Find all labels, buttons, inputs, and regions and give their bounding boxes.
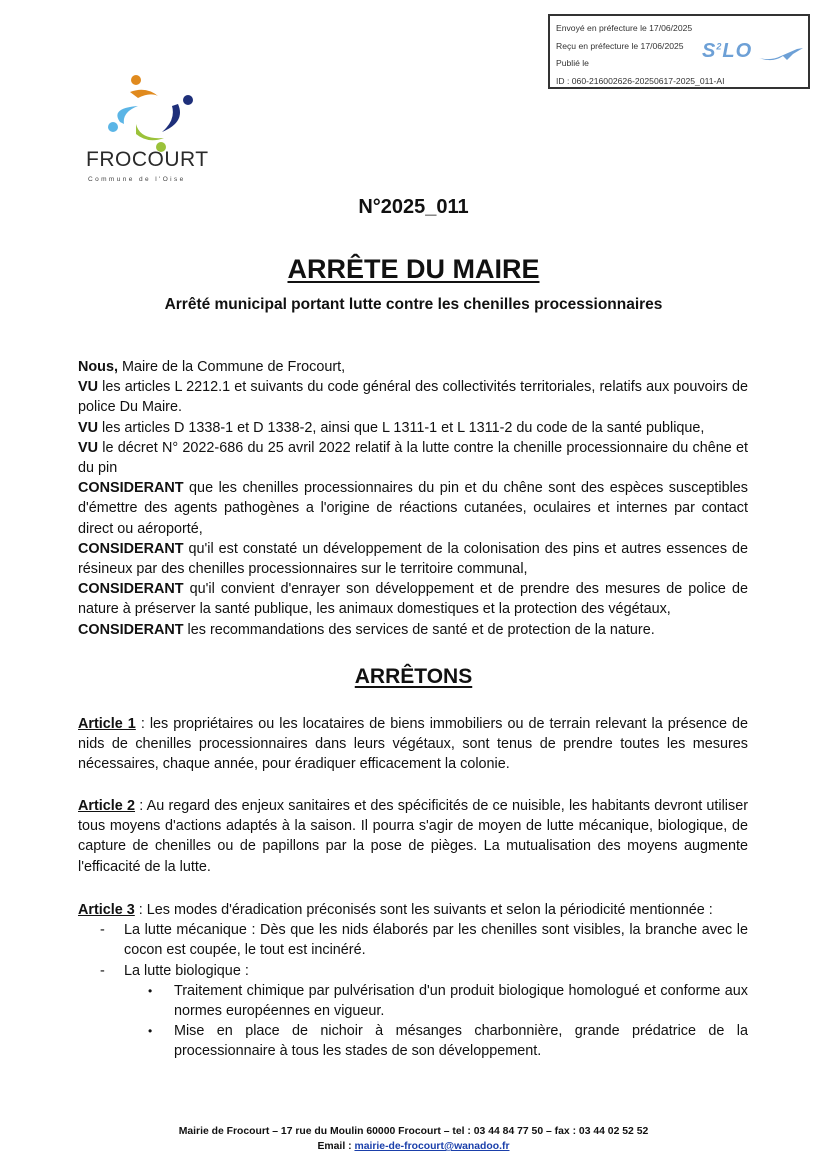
preamble-text: les articles L 2212.1 et suivants du code général des collectivités territoriales, relatifs aux pouvoirs de police Du Maire. xyxy=(78,379,748,416)
s2low-logo xyxy=(702,40,752,63)
preamble-line xyxy=(78,478,748,539)
document-number: N°2025_011 xyxy=(358,196,469,218)
footer-email-label: Email : xyxy=(317,1141,355,1152)
preamble-text: Maire de la Commune de Frocourt, xyxy=(117,359,346,375)
article-label: Article 1 xyxy=(78,716,136,732)
preamble-text: les articles D 1338-1 et D 1338-2, ainsi que L 1311-1 et L 1311-2 du code de la santé publique, xyxy=(98,419,705,436)
dash-marker: - xyxy=(100,922,105,939)
preamble-keyword: VU xyxy=(78,439,98,456)
article-text: : Les modes d'éradication préconisés sont les suivants et selon la périodicité mentionnée : xyxy=(134,902,713,918)
stamp-received-line: Reçu en préfecture le 17/06/2025 xyxy=(556,40,684,51)
footer-email-line xyxy=(0,1139,827,1154)
dash-marker: - xyxy=(100,962,105,979)
bullet-marker: • xyxy=(148,983,153,998)
preamble-line xyxy=(78,418,748,438)
plane-icon xyxy=(757,46,805,64)
s2low-logo-s: S xyxy=(702,40,717,62)
footer-email-link[interactable]: mairie-de-frocourt@wanadoo.fr xyxy=(354,1141,510,1152)
article-paragraph xyxy=(78,796,748,877)
preamble-text: qu'il est constaté un développement de la colonisation des pins et autres essences de résineux par des chenilles processionnaires sur le territoire communal, xyxy=(78,540,748,578)
preamble-text: que les chenilles processionnaires du pin et du chêne sont des espèces susceptibles d'émettre des agents pathogènes a l'origine de réactions cutanées, oculaires et internes par contact direct ou aéroporté, xyxy=(78,480,748,537)
sub-list-item xyxy=(78,981,748,1021)
preamble-keyword: CONSIDERANT xyxy=(78,581,184,598)
article-1 xyxy=(78,714,748,775)
sub-list-item-text: Traitement chimique par pulvérisation d'un produit biologique homologué et conforme aux normes européennes en vigueur. xyxy=(174,982,748,1020)
preamble-keyword: Nous, xyxy=(78,359,118,375)
preamble-text: qu'il convient d'enrayer son développement et de prendre des mesures de police de nature à préserver la santé publique, les animaux domestiques et la protection des végétaux, xyxy=(78,581,748,618)
preamble-keyword: VU xyxy=(78,419,98,436)
preamble-line xyxy=(78,579,748,619)
preamble-line xyxy=(78,377,748,417)
preamble-text: le décret N° 2022-686 du 25 avril 2022 relatif à la lutte contre la chenille processionnaire du chêne et du pin xyxy=(78,439,748,477)
prefecture-stamp xyxy=(548,14,810,89)
bullet-marker: • xyxy=(148,1024,153,1039)
preamble-line xyxy=(78,539,748,579)
article-paragraph xyxy=(78,714,748,775)
s2low-logo-sup: 2 xyxy=(716,41,723,52)
stamp-sent-line: Envoyé en préfecture le 17/06/2025 xyxy=(556,23,693,33)
preamble-keyword: VU xyxy=(78,379,98,396)
document-title: ARRÊTE DU MAIRE xyxy=(287,254,540,284)
article-label: Article 2 xyxy=(78,798,136,814)
article-2 xyxy=(78,796,748,877)
document-subtitle: Arrêté municipal portant lutte contre les chenilles processionnaires xyxy=(164,296,663,313)
list-item xyxy=(78,961,748,981)
article-label: Article 3 xyxy=(78,902,135,918)
sub-list-item xyxy=(78,1021,748,1061)
preamble-text: les recommandations des services de santé et de protection de la nature. xyxy=(183,621,655,638)
preamble-line xyxy=(78,620,748,640)
list-item-text: La lutte mécanique : Dès que les nids élaborés par les chenilles sont visibles, la branche avec le cocon est coupée, le tout est incinéré. xyxy=(124,922,748,959)
article-3 xyxy=(78,900,748,1062)
preamble-line xyxy=(78,357,748,377)
list-item-text: La lutte biologique : xyxy=(124,962,249,979)
article-text: : Au regard des enjeux sanitaires et des spécificités de ce nuisible, les habitants devront utiliser tous moyens d'actions adaptés à la saison. Il pourra s'agir de moyen de lutte mécanique, biologique, de capture de chenilles ou de papillons par la pose de pièges. La mutualisation des moyens augmente l'efficacité de la lutte. xyxy=(78,798,748,875)
list-item xyxy=(78,920,748,960)
municipality-subtitle: Commune de l'Oise xyxy=(88,176,186,183)
s2low-logo-rest: LO xyxy=(722,40,753,62)
decision-heading-wrap xyxy=(0,665,827,689)
preamble-line xyxy=(78,438,748,478)
article-paragraph xyxy=(78,900,748,920)
article-text: : les propriétaires ou les locataires de biens immobiliers ou de terrain relevant la présence de nids de chenilles processionnaires dans leurs végétaux, sont tenus de prendre toutes les mesures nécessaires, chaque année, pour éradiquer efficacement la colonie. xyxy=(78,716,748,773)
stamp-published-line: Publié le xyxy=(556,58,589,68)
sub-list-item-text: Mise en place de nichoir à mésanges charbonnière, grande prédatrice de la processionnaire à tous les stades de son développement. xyxy=(174,1023,748,1060)
preamble-keyword: CONSIDERANT xyxy=(78,621,184,638)
decision-heading: ARRÊTONS xyxy=(354,665,473,688)
municipality-name: FROCOURT xyxy=(86,148,209,171)
preamble-keyword: CONSIDERANT xyxy=(78,540,184,557)
footer xyxy=(0,1124,827,1154)
preamble xyxy=(78,357,748,640)
stamp-id-line: ID : 060-216002626-20250617-2025_011-AI xyxy=(556,75,725,86)
footer-address: Mairie de Frocourt – 17 rue du Moulin 60000 Frocourt – tel : 03 44 84 77 50 – fax : 03 44 02 52 52 xyxy=(178,1126,649,1137)
preamble-keyword: CONSIDERANT xyxy=(78,480,184,497)
document-title-wrap xyxy=(0,254,827,285)
